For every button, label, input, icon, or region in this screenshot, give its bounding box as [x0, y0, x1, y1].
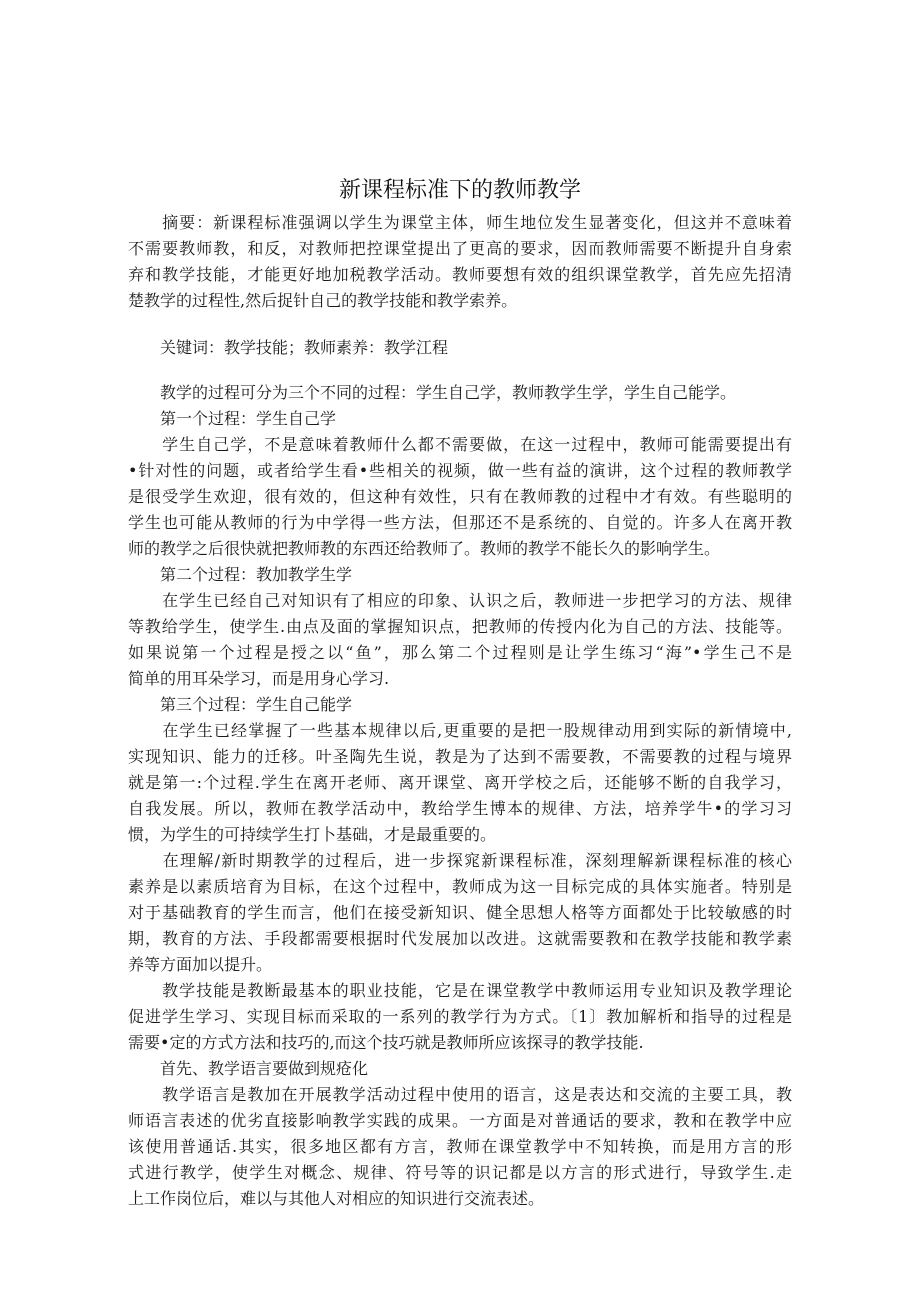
- body-line: 素养是以素质培育为目标，在这个过程中，教师成为这一目标完成的具体实施者。特别是: [128, 877, 792, 896]
- body-line: •针对性的问题，或者给学生看•些相关的视频，做一些有益的演讲，这个过程的教师教学: [128, 461, 792, 480]
- body-line: 学生自己学，不是意味着教师什么都不需要做，在这一过程中，教师可能需要提出有: [128, 435, 792, 454]
- keywords-line: 关键词：教学技能；教师素养：教学江程: [128, 338, 449, 357]
- body-line: 实现知识、能力的迁移。叶圣陶先生说，教是为了达到不需要教，不需要教的过程与境界: [128, 747, 792, 766]
- body-line: 式进行教学，使学生对概念、规律、符号等的识记都是以方言的形式进行，导致学生.走: [128, 1163, 792, 1182]
- body-line: 该使用普通话.其实，很多地区都有方言，教师在课堂教学中不知转换，而是用方言的形: [128, 1137, 792, 1156]
- abstract-line: 摘要：新课程标准强调以学生为课堂主体，师生地位发生显著变化，但这并不意味着: [128, 213, 792, 232]
- body-line: 学生也可能从教师的行为中学得一些方法，但那还不是系统的、自觉的。许多人在离开教: [128, 513, 792, 532]
- abstract-line: 楚教学的过程性,然后捉针自己的教学技能和教学索养。: [128, 291, 518, 310]
- body-line: 需要•定的方式方法和技巧的,而这个技巧就是教师所应该探寻的教学技能.: [128, 1033, 644, 1052]
- body-text: [128, 380, 792, 1212]
- body-line: 师语言表述的优劣直接影响教学实践的成果。一方面是对普通话的要求，教和在教学中应: [128, 1111, 792, 1130]
- body-line: 简单的用耳朵学习，而是用身心学习.: [128, 669, 390, 688]
- body-line: 教学语言是教加在开展教学活动过程中使用的语言，这是表达和交流的主要工具，教: [128, 1085, 792, 1104]
- abstract-line: 不需要教师教，和反，对教师把控课堂提出了更高的要求，因而教师需要不断提升自身索: [128, 239, 792, 258]
- body-line: 对于基础教育的学生而言，他们在接受新知识、健全思想人格等方面都处于比较敏感的时: [128, 903, 792, 922]
- body-line: 自我发展。所以，教师在教学活动中，教给学生博本的规律、方法，培养学牛•的学习习: [128, 799, 792, 818]
- body-line: 等教给学生，使学生.由点及面的掌握知识点，把教师的传授内化为自己的方法、技能等。: [128, 617, 792, 636]
- body-line: 促进学生学习、实现目标而采取的一系列的教学行为方式。〔1〕教加解析和指导的过程是: [128, 1007, 792, 1026]
- body-line: 师的教学之后很快就把教师教的东西还给教师了。教师的教学不能长久的影响学生。: [128, 539, 721, 558]
- body-line: 在学生已经掌握了一些基本规律以后,更重要的是把一股规律动用到实际的新情境中,: [128, 721, 792, 740]
- body-line: 在理解/新时期教学的过程后，进一步探窕新课程标准，深刻理解新课程标准的核心: [128, 851, 792, 870]
- body-line: 就是第一:个过程.学生在离开老师、离开课堂、离开学校之后，还能够不断的自我学习，: [128, 773, 792, 792]
- body-line: 上工作岗位后，难以与其他人对相应的知识进行交流表述。: [128, 1189, 545, 1208]
- body-line: 教学的过程可分为三个不同的过程：学生自己学，教师教学生学，学生自己能学。: [128, 383, 737, 402]
- section-heading: 第三个过程：学生自己能学: [128, 695, 353, 714]
- body-line: 教学技能是教断最基本的职业技能，它是在课堂教学中教师运用专业知识及教学理论: [128, 981, 792, 1000]
- abstract-line: 弃和教学技能，才能更好地加税教学活动。教师要想有效的组织课堂教学，首先应先招清: [128, 265, 792, 284]
- section-heading: 第一个过程：学生自己学: [128, 409, 337, 428]
- body-line: 养等方面加以提升。: [128, 955, 273, 974]
- body-line: 如果说第一个过程是授之以“鱼”，那么第二个过程则是让学生练习“海”•学生己不是: [128, 643, 792, 662]
- section-heading: 首先、教学语言要做到规疮化: [128, 1059, 369, 1078]
- body-line: 是很受学生欢迎，很有效的，但这种有效性，只有在教师教的过程中才有效。有些聪明的: [128, 487, 792, 506]
- abstract-paragraph: [128, 210, 792, 314]
- body-line: 惯，为学生的可持续学生打卜基础，才是最重要的。: [128, 825, 497, 844]
- body-line: 在学生已经自己对知识有了相应的印象、认识之后，教师进一步把学习的方法、规律: [128, 591, 792, 610]
- document-title: 新课程标准下的教师教学: [338, 178, 581, 203]
- body-line: 期，教育的方法、手段都需要根据时代发展加以改进。这就需要教和在教学技能和教学素: [128, 929, 792, 948]
- section-heading: 第二个过程：教加教学生学: [128, 565, 353, 584]
